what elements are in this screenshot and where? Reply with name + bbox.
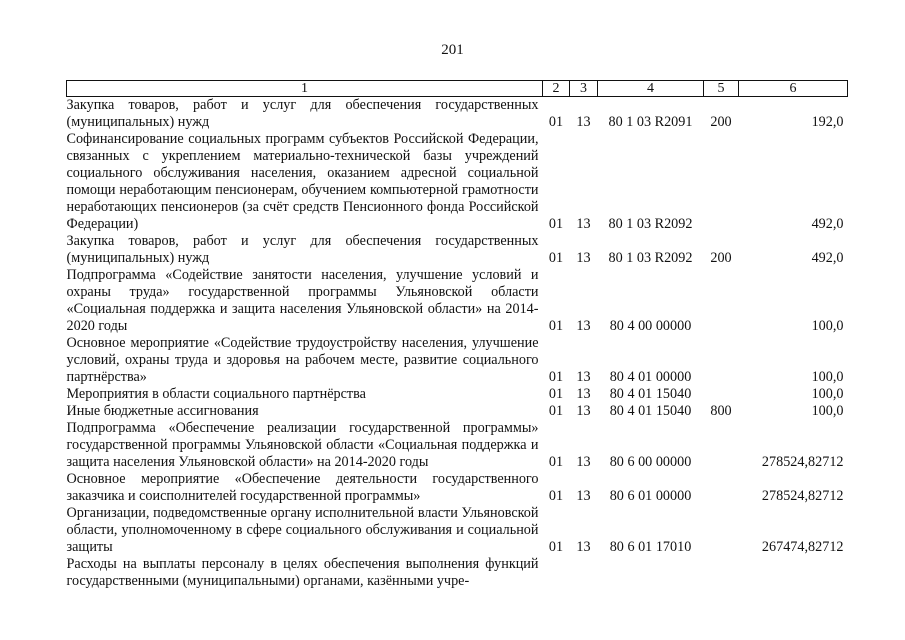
row-target-code: 80 6 00 00000 bbox=[609, 454, 692, 470]
table-row bbox=[67, 386, 848, 403]
row-target-code: 80 4 01 15040 bbox=[609, 403, 692, 419]
row-expense-type: 200 bbox=[710, 114, 732, 130]
row-section: 01 bbox=[548, 488, 564, 504]
page-number: 201 bbox=[441, 42, 464, 58]
header-col-6: 6 bbox=[739, 81, 848, 97]
row-subsection: 13 bbox=[576, 403, 591, 419]
row-amount bbox=[739, 556, 848, 590]
row-expense-type bbox=[704, 420, 739, 471]
row-section: 01 bbox=[548, 454, 564, 470]
table-row bbox=[67, 420, 848, 471]
budget-table bbox=[66, 80, 848, 590]
row-description: Основное мероприятие «Обеспечение деятельности государственного заказчика и соисполнителей государственной программы» bbox=[66, 471, 539, 504]
table-row bbox=[67, 131, 848, 233]
row-expense-type bbox=[704, 505, 739, 556]
row-amount: 278524,82712 bbox=[761, 488, 844, 504]
row-expense-type: 800 bbox=[710, 403, 732, 419]
table-row bbox=[67, 267, 848, 335]
row-section: 01 bbox=[548, 216, 564, 232]
row-expense-type bbox=[704, 556, 739, 590]
row-section: 01 bbox=[548, 539, 564, 555]
table-row bbox=[67, 505, 848, 556]
row-section: 01 bbox=[548, 386, 564, 402]
row-section: 01 bbox=[548, 403, 564, 419]
row-subsection: 13 bbox=[576, 216, 591, 232]
row-subsection: 13 bbox=[576, 114, 591, 130]
row-expense-type bbox=[704, 335, 739, 386]
row-description: Расходы на выплаты персоналу в целях обеспечения выполнения функций государственными (муниципальными) органами, казёнными учре- bbox=[66, 556, 539, 589]
row-subsection: 13 bbox=[576, 386, 591, 402]
row-target-code: 80 1 03 R2091 bbox=[608, 114, 693, 130]
row-section: 01 bbox=[548, 250, 564, 266]
row-subsection: 13 bbox=[576, 369, 591, 385]
row-description: Закупка товаров, работ и услуг для обеспечения государственных (муниципальных) нужд bbox=[66, 233, 539, 266]
row-description: Подпрограмма «Обеспечение реализации государственной программы» государственной программы Ульяновской области «Социальная поддержка и защита населения Ульяновской области» на 2014-2020 годы bbox=[66, 420, 539, 470]
row-subsection: 13 bbox=[576, 318, 591, 334]
table-body bbox=[67, 97, 848, 591]
row-expense-type bbox=[704, 386, 739, 403]
table-row bbox=[67, 556, 848, 590]
row-amount: 100,0 bbox=[811, 386, 844, 402]
row-target-code: 80 1 03 R2092 bbox=[608, 250, 693, 266]
row-amount: 100,0 bbox=[811, 369, 844, 385]
table-row bbox=[67, 233, 848, 267]
header-row bbox=[67, 81, 848, 97]
row-description: Мероприятия в области социального партнёрства bbox=[66, 386, 366, 402]
row-section bbox=[543, 556, 570, 590]
row-amount: 192,0 bbox=[811, 114, 844, 130]
row-expense-type bbox=[704, 471, 739, 505]
row-section: 01 bbox=[548, 318, 564, 334]
row-expense-type bbox=[704, 131, 739, 233]
table-row bbox=[67, 471, 848, 505]
table-row bbox=[67, 403, 848, 420]
row-subsection: 13 bbox=[576, 539, 591, 555]
row-subsection: 13 bbox=[576, 250, 591, 266]
row-target-code: 80 6 01 00000 bbox=[609, 488, 692, 504]
row-subsection: 13 bbox=[576, 454, 591, 470]
row-amount: 100,0 bbox=[811, 318, 844, 334]
row-target-code bbox=[598, 556, 704, 590]
row-amount: 278524,82712 bbox=[761, 454, 844, 470]
header-col-4: 4 bbox=[598, 81, 704, 97]
row-section: 01 bbox=[548, 114, 564, 130]
row-description: Софинансирование социальных программ субъектов Российской Федерации, связанных с укреплением материально-технической базы учреждений социального обслуживания населения, оказанием адресной социальной помощи неработающим пенсионерам, обучением компьютерной грамотности неработающих пенсионеров (за счёт средств Пенсионного фонда Российской Федерации) bbox=[66, 131, 539, 232]
row-amount: 267474,82712 bbox=[761, 539, 844, 555]
header-col-2: 2 bbox=[543, 81, 570, 97]
table-row bbox=[67, 97, 848, 132]
table-row bbox=[67, 335, 848, 386]
row-amount: 100,0 bbox=[811, 403, 844, 419]
row-expense-type bbox=[704, 267, 739, 335]
row-description: Подпрограмма «Содействие занятости населения, улучшение условий и охраны труда» государственной программы Ульяновской области «Социальная поддержка и защита населения Ульяновской области» на 2014-2020 годы bbox=[66, 267, 539, 334]
row-target-code: 80 4 01 15040 bbox=[609, 386, 692, 402]
row-description: Основное мероприятие «Содействие трудоустройству населения, улучшение условий, охраны труда и здоровья на рабочем месте, развитие социального партнёрства» bbox=[66, 335, 539, 385]
row-target-code: 80 6 01 17010 bbox=[609, 539, 692, 555]
header-col-5: 5 bbox=[704, 81, 739, 97]
row-description: Иные бюджетные ассигнования bbox=[66, 403, 259, 419]
row-subsection bbox=[570, 556, 598, 590]
table-header bbox=[67, 81, 848, 97]
row-amount: 492,0 bbox=[811, 216, 844, 232]
row-target-code: 80 4 01 00000 bbox=[609, 369, 692, 385]
row-amount: 492,0 bbox=[811, 250, 844, 266]
row-target-code: 80 1 03 R2092 bbox=[608, 216, 693, 232]
header-col-3: 3 bbox=[570, 81, 598, 97]
row-description: Закупка товаров, работ и услуг для обеспечения государственных (муниципальных) нужд bbox=[66, 97, 539, 130]
row-expense-type: 200 bbox=[710, 250, 732, 266]
header-col-1: 1 bbox=[67, 81, 543, 97]
row-target-code: 80 4 00 00000 bbox=[609, 318, 692, 334]
row-subsection: 13 bbox=[576, 488, 591, 504]
row-section: 01 bbox=[548, 369, 564, 385]
row-description: Организации, подведомственные органу исполнительной власти Ульяновской области, уполномоченному в сфере социального обслуживания и социальной защиты bbox=[66, 505, 539, 555]
